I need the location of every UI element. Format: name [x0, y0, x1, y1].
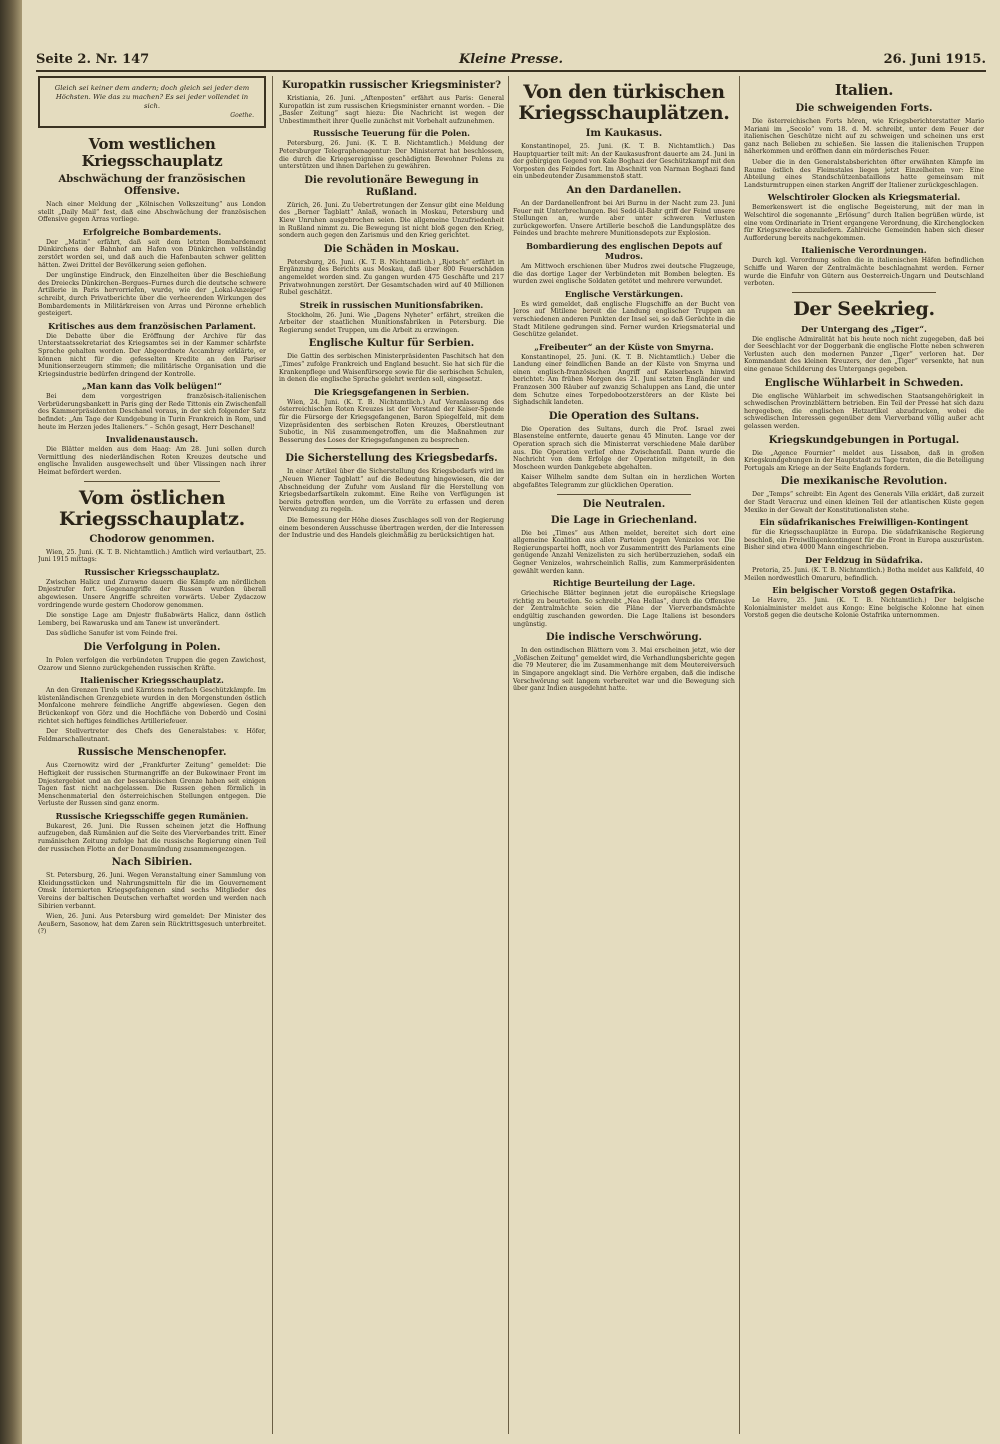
section-heading: „Freibeuter“ an der Küste von Smyrna.	[534, 341, 714, 352]
paragraph: Wien, 26. Juni. Aus Petersburg wird gemeldet: Der Minister des Aeußern, Sasonow, hat dem Zaren sein Rücktrittsgesuch unterbreitet. (?)	[38, 913, 266, 936]
divider	[324, 448, 459, 449]
section-heading: Russische Teuerung für die Polen.	[312, 128, 471, 139]
section-heading: Richtige Beurteilung der Lage.	[552, 578, 696, 589]
section-heading: Invalidenaustausch.	[105, 434, 199, 445]
divider	[557, 494, 690, 495]
paragraph: Der „Matin“ erfährt, daß seit dem letzten Bombardement Dünkirchens der Bahnhof am Hafen von Dünkirchen vollständig zerstört worden sei, und daß auch die Hafenbauten schwer gelitten hätten. Zwei Drittel der Bevölkerung seien geflohen.	[38, 238, 266, 269]
section-heading: Italienische Verordnungen.	[801, 245, 927, 256]
paragraph: Stockholm, 26. Juni. Wie „Dagens Nyheter“ erfährt, streiken die Arbeiter der staatlichen Munitionsfabriken in Petersburg. Die Regierung sendet Truppen, um die Arbeit zu erzwingen.	[279, 311, 504, 334]
column-rule	[739, 76, 740, 1434]
headline-seekrieg: Der Seekrieg.	[793, 297, 935, 320]
section-heading: Russische Kriegsschiffe gegen Rumänien.	[55, 810, 249, 821]
paragraph: Pretoria, 25. Juni. (K. T. B. Nichtamtlich.) Botha meldet aus Kalkfeld, 40 Meilen nordwestlich Omaruru, befindlich.	[744, 566, 984, 582]
paragraph: In den ostindischen Blättern vom 3. Mai erscheinen jetzt, wie der „Voßischen Zeitung“ gemeldet wird, die Verhandlungsberichte gegen die 79 Meuterer, die im Zusammenhange mit dem Meutereiversuch in Singapore angeklagt sind. Die Verhöre ergaben, daß die indische Verschwörung seit langem vorbereitet war und die Bewegung sich über ganz Indien ausgedehnt hatte.	[513, 647, 735, 693]
section-heading: Streik in russischen Munitionsfabriken.	[299, 299, 484, 310]
section-heading: Bombardierung des englischen Depots auf Mudros.	[526, 240, 722, 261]
paragraph: Petersburg, 26. Juni. (K. T. B. Nichtamtlich.) „Rjetsch“ erfährt in Ergänzung des Berichts aus Moskau, daß über 800 Feuerschäden angemeldet worden sind. Zu gangen wurden 475 Geschäfte und 217 Privatwohnungen zerstört. Der Gesamtschaden wird auf 40 Millionen Rubel geschätzt.	[279, 258, 504, 297]
section-heading: Kritisches aus dem französischen Parlament.	[48, 320, 256, 331]
paragraph: Die englische Admiralität hat bis heute noch nicht zugegeben, daß bei der Seeschlacht vor der Doggerbank die englische Flotte neben schweren Verlusten auch den modernen Panzer „Tiger“ verloren hat. Der Kommandant des kleinen Kreuzers, der den „Tiger“ versenkte, hat nun eine genaue Schilderung des Untergangs gegeben.	[744, 335, 984, 374]
paragraph: Die bei „Times“ aus Athen meldet, bereitet sich dort eine allgemeine Koalition aus allen Parteien gegen Venizelos vor. Die Regierungspartei hofft, noch vor Zusammentritt des Parlaments eine genügende Anzahl Venizelisten zu sich herüberzuziehen, sodaß ein Gegner Venizelos, wahrscheinlich Rallis, zum Kammerpräsidenten gewählt werden kann.	[513, 529, 735, 575]
paragraph: In einer Artikel über die Sicherstellung des Kriegsbedarfs wird im „Neuen Wiener Tagblatt“ auf die Bedeutung hingewiesen, die der Abschneidung der Zufuhr vom Ausland für die Herstellung von Kriegsbedarfsartikeln zukommt. Eine Reihe von Verfügungen ist bereits getroffen worden, um die Vorräte zu erfassen und deren Verwendung zu regeln.	[279, 468, 504, 514]
paragraph: Die sonstige Lage am Dnjestr flußabwärts Halicz, dann östlich Lemberg, bei Rawaruska und am Tanew ist unverändert.	[38, 612, 266, 627]
paragraph: Das südliche Sanufer ist vom Feinde frei.	[46, 630, 178, 638]
paragraph: Bukarest, 26. Juni. Die Russen scheinen jetzt die Hoffnung aufzugeben, daß Rumänien auf die Seite des Vierverbandes tritt. Einer rumänischen Zeitung zufolge hat die russische Regierung einen Teil der russischen Flotte an der Donaumündung zusammengezogen.	[38, 822, 266, 853]
paragraph: Griechische Blätter beginnen jetzt die europäische Kriegslage richtig zu beurteilen. So schreibt „Nea Hellas“, durch die Offensive der Zentralmächte seien die Pläne der Vierverbandsmächte endgültig zuschanden geworden. Die Lage Italiens ist besonders ungünstig.	[513, 590, 735, 628]
headline-east: Vom östlichen Kriegsschauplatz.	[59, 486, 245, 530]
section-heading: Russischer Kriegsschauplatz.	[84, 566, 220, 577]
section-heading: Ein südafrikanisches Freiwilligen-Kontingent	[759, 517, 969, 528]
paragraph: Am Mittwoch erschienen über Mudros zwei deutsche Flugzeuge, die das dortige Lager der Verbündeten mit Bomben belegten. Es wurden zwei englische Soldaten getötet und mehrere verwundet.	[513, 262, 735, 286]
paragraph: Durch kgl. Verordnung sollen die in italienischen Häfen befindlichen Schiffe und Waren der Zentralmächte beschlagnahmt werden. Ferner wurde die Einfuhr von Gütern aus Oesterreich-Ungarn und Deutschland verboten.	[744, 257, 984, 288]
column-2	[279, 76, 504, 1434]
divider	[84, 481, 221, 482]
paragraph: Kristiania, 26. Juni. „Aftenposten“ erfährt aus Paris: General Kuropatkin ist zum russischen Kriegsminister ernannt worden. – Die „Basler Zeitung“ sagt hiezu: Die Nachricht ist wegen der Unbestimmtheit ihrer Quelle zunächst mit Vorbehalt aufzunehmen.	[279, 95, 504, 125]
paragraph: Der ungünstige Eindruck, den Einzelheiten über die Beschießung des Dreiecks Dünkirchen–Bergues–Furnes durch die deutsche schwere Artillerie in Paris hervorriefen, wurde, wie der „Lokal-Anzeiger“ schreibt, durch Privatberichte über die verheerenden Wirkungen des Bombardements in Militärkreisen von Arras und Péronne erheblich gesteigert.	[38, 272, 266, 318]
page-number: Seite 2. Nr. 147	[36, 52, 150, 67]
section-heading: Die Neutralen.	[582, 498, 666, 510]
quote-box	[38, 76, 266, 128]
paragraph: Zwischen Halicz und Zurawno dauern die Kämpfe am nördlichen Dnjestrufer fort. Gegenangriffe der Russen wurden überall abgewiesen. Unsere Angriffe schreiten vorwärts. Ueber Zydaczow vordringende wurde gestern Chodorow genommen.	[38, 578, 266, 609]
headline-kuropatkin: Kuropatkin russischer Kriegsminister?	[282, 80, 501, 91]
section-heading: Die Schäden in Moskau.	[323, 243, 460, 255]
column-1	[38, 76, 266, 1434]
quote-text: Gleich sei keiner dem andern; doch gleich sei jeder dem Höchsten. Wie das zu machen? Es sei jeder vollendet in sich.	[54, 84, 250, 110]
section-heading: Die Kriegsgefangenen in Serbien.	[313, 386, 470, 397]
section-heading: Die schweigenden Forts.	[795, 103, 933, 114]
section-heading: Die revolutionäre Bewegung in Rußland.	[304, 174, 479, 198]
subhead-tiger: Der Untergang des „Tiger“.	[801, 323, 927, 334]
paragraph: Ueber die in den Generalstabsberichten öfter erwähnten Kämpfe im Raume östlich des Fleimstales liegen jetzt Einzelheiten vor: Eine Abteilung eines Standschützenbataillons hatte gemeinsam mit Landsturmtruppen einen starken Angriff der Italiener zurückgeschlagen.	[744, 158, 984, 189]
paragraph: Le Havre, 25. Juni. (K. T. B. Nichtamtlich.) Der belgische Kolonialminister meldet aus Kongo: Eine belgische Kolonne hat einen Vorstoß gegen die deutsche Kolonie Ostafrika unternommen.	[744, 597, 984, 620]
section-heading: Die Verfolgung in Polen.	[83, 641, 221, 653]
paragraph: Bei dem vorgestrigen französisch-italienischen Verbrüderungsbankett in Paris ging der Rede Tittonis ein Zwischenfall des Kammerpräsidenten Deschanel voraus, in der sich folgender Satz befindet: „Am Tage der Kundgebung in Turin Frankreich in Rom, und heute im Herzen jedes Italieners.“ – Schön gesagt, Herr Deschanel!	[38, 393, 266, 431]
paragraph: An der Dardanellenfront bei Ari Burnu in der Nacht zum 23. Juni Feuer mit Unterbrechungen. Bei Sedd-ül-Bahr griff der Feind unsere Stellungen an, wurde aber unter schweren Verlusten zurückgeworfen. Unsere Artillerie beschoß die Landungsplätze des Feindes und brachte mehrere Munitionsdepots zur Explosion.	[513, 199, 735, 238]
paragraph: Der „Temps“ schreibt: Ein Agent des Generals Villa erklärt, daß zurzeit der Stadt Veracruz und einen kleinen Teil der atlantischen Küste gegen Mexiko in der Gewalt der Konstitutionalisten stehe.	[744, 491, 984, 514]
paragraph: Aus Czernowitz wird der „Frankfurter Zeitung“ gemeldet: Die Heftigkeit der russischen Sturmangriffe an der Bukowinaer Front im Dnjestergebiet und an der bessarabischen Grenze haben seit einigen Tagen fast nicht nachgelassen. Die Russen gehen förmlich in Menschenmaterial den österreichischen Stellungen entgegen. Die Verluste der Russen sind ganz enorm.	[38, 762, 266, 808]
paragraph: Konstantinopel, 25. Juni. (K. T. B. Nichtamtlich.) Das Hauptquartier teilt mit: An der Kaukasusfront dauerte am 24. Juni in der gebirgigen Gegend von Kale Boghazi der Geschützkampf mit den Vorposten des Feindes fort. Im Abschnitt von Narman Boghazi fand ein unbedeutender Zusammenstoß statt.	[513, 143, 735, 181]
issue-date: 26. Juni 1915.	[883, 52, 986, 67]
headline-west: Vom westlichen Kriegsschauplatz	[81, 135, 223, 170]
paragraph: Petersburg, 26. Juni. (K. T. B. Nichtamtlich.) Meldung der Petersburger Telegraphenagentur: Der Ministerrat hat beschlossen, die durch die Kriegsereignisse geschädigten Bewohner Polens zu unterstützen und ihnen Darlehen zu gewähren.	[279, 140, 504, 171]
newspaper-title: Kleine Presse.	[458, 52, 564, 67]
quote-author: Goethe.	[230, 112, 254, 119]
section-heading: Russische Menschenopfer.	[77, 747, 227, 759]
paragraph: Der Stellvertreter des Chefs des Generalstabes: v. Höfer, Feldmarschalleutnant.	[38, 728, 266, 743]
paragraph: Kaiser Wilhelm sandte dem Sultan ein in herzlichen Worten abgefaßtes Telegramm zur glücklichen Operation.	[513, 474, 735, 489]
section-heading: Englische Verstärkungen.	[564, 288, 684, 299]
paragraph: An den Grenzen Tirols und Kärntens mehrfach Geschützkämpfe. Im küstenländischen Grenzgebiete wurden in den Morgenstunden östlich Monfalcone mehrere feindliche Angriffe abgewiesen. Gegen den Brückenkopf von Görz und die Hochfläche von Doberdò und Cosini richtet sich heftiges feindliches Artilleriefeuer.	[38, 687, 266, 725]
paragraph: Bemerkenswert ist die englische Begeisterung, mit der man in Welschtirol die sogenannte „Erlösung“ durch Italien begrüßen würde, ist eine vom Ordinariate in Trient ergangene Verordnung, die Kirchenglocken für Kriegszwecke abzuliefern. Zahlreiche Gemeinden haben sich dieser Aufforderung bereits nachgekommen.	[744, 204, 984, 242]
section-heading: Nach Sibirien.	[111, 857, 193, 869]
section-heading: Kriegskundgebungen in Portugal.	[768, 434, 960, 446]
section-heading: Die Operation des Sultans.	[548, 410, 700, 422]
paragraph: Die „Agence Fournier“ meldet aus Lissabon, daß in großen Kriegskundgebungen in der Hauptstadt zu Tage traten, die die Beteiligung Portugals am Kriege an der Seite Englands fordern.	[744, 449, 984, 472]
divider	[792, 292, 936, 293]
paragraph: Es wird gemeldet, daß englische Flugschiffe an der Bucht von Jeros auf Mitilene bereit die Landung englischer Truppen an verschiedenen anderen Punkten der Insel sei, so daß Gerüchte in die Stadt Mitilene gedrungen sind. Ferner wurden Kriegsmaterial und Geschütze gelandet.	[513, 300, 735, 339]
section-heading: Im Kaukasus.	[585, 128, 663, 139]
section-heading: Italienischer Kriegsschauplatz.	[80, 675, 224, 686]
section-heading: „Man kann das Volk belügen!“	[82, 381, 222, 392]
section-heading: Erfolgreiche Bombardements.	[82, 226, 222, 237]
paragraph: Die englische Wühlarbeit im schwedischen Staatsangehörigkeit in schwedischen Provinzblättern betrieben. Ein Teil der Presse hat sich dazu hergegeben, die englischen Hetzartikel abzudrucken, wobei die schwedischen Interessen gegenüber dem Vierverband völlig außer acht gelassen werden.	[744, 392, 984, 431]
section-heading: Englische Wühlarbeit in Schweden.	[764, 377, 964, 389]
masthead	[36, 48, 986, 72]
paragraph: Wien, 25. Juni. (K. T. B. Nichtamtlich.) Amtlich wird verlautbart, 25. Juni 1915 mittags:	[38, 548, 266, 564]
section-heading: Die Sicherstellung des Kriegsbedarfs.	[285, 453, 498, 465]
section-heading: Der Feldzug in Südafrika.	[805, 554, 923, 565]
column-4	[744, 76, 984, 1434]
paragraph: Zürich, 26. Juni. Zu Uebertretungen der Zensur gibt eine Meldung des „Berner Tagblatt“ Anlaß, wonach in Moskau, Petersburg und Kiew Unruhen ausgebrochen seien. Die allgemeine Unzufriedenheit in Rußland nimmt zu. Die Bewegung ist nicht bloß gegen den Krieg, sondern auch gegen den Zarismus und den Krieg gerichtet.	[279, 201, 504, 240]
section-heading: Die mexikanische Revolution.	[780, 476, 948, 488]
section-heading: Ein belgischer Vorstoß gegen Ostafrika.	[772, 585, 956, 596]
book-binding	[0, 0, 22, 1444]
headline-turkey: Von den türkischen Kriegsschauplätzen.	[518, 81, 730, 124]
section-heading: Die Lage in Griechenland.	[550, 514, 698, 526]
headline-italy: Italien.	[834, 81, 894, 99]
paragraph: Die Debatte über die Eröffnung der Archive für das Unterstaatssekretariat des Kriegsamtes sei in der Kammer schärfste Sprache gehalten worden. Der Abgeordnete Accambray erklärte, er können nicht für die gefesselten Kredite an den Pariser Munitionserzeugern stimmen; die militärische Organisation und die Kriegsindustrie bedürfen dringend der Kontrolle.	[38, 332, 266, 378]
paragraph: Die Operation des Sultans, durch die Prof. Israel zwei Blasensteine entfernte, dauerte genau 45 Minuten. Lange vor der Operation sprach sich die Ministerrat verschiedene Male darüber aus. Die Operation verlief ohne Zwischenfall. Dann wurde die Nachricht von dem Erfolge der Operation mitgeteilt, in den Moscheen wurden Dankgebete abgehalten.	[513, 425, 735, 471]
section-heading: Welschtiroler Glocken als Kriegsmaterial.	[767, 192, 961, 203]
column-3	[513, 76, 735, 1434]
paragraph: Nach einer Meldung der „Kölnischen Volkszeitung“ aus London stellt „Daily Mail“ fest, daß eine Abschwächung der französischen Offensive gegen Arras vorliege.	[38, 201, 266, 224]
paragraph: Die Bemessung der Höhe dieses Zuschlages soll von der Regierung einem besonderen Ausschusse übertragen werden, der die Interessen der Industrie und des Handels gleichmäßig zu berücksichtigen hat.	[279, 516, 504, 540]
paragraph: Die Blätter melden aus dem Haag: Am 28. Juni sollen durch Vermittlung des niederländischen Roten Kreuzes deutsche und englische Invaliden ausgewechselt und über Vlissingen nach ihrer Heimat befördert werden.	[38, 446, 266, 477]
section-heading: Englische Kultur für Serbien.	[308, 338, 475, 350]
section-heading: An den Dardanellen.	[566, 184, 682, 196]
paragraph: In Polen verfolgen die verbündeten Truppen die gegen Zawichost, Ozarow und Sienno zurückgehenden russischen Kräfte.	[38, 656, 266, 672]
paragraph: Konstantinopel, 25. Juni. (K. T. B. Nichtamtlich.) Ueber die Landung einer feindlichen Bande an der Küste von Smyrna und einen englisch-französischen Angriff auf Kaiserbasch hinwird berichtet: Am frühen Morgen des 21. Juni setzten Engländer und Franzosen 300 Räuber auf zwanzig Schaluppen ans Land, die unter dem Schutze eines Torpedobootzerstörers an der Küste bei Sighadschik landeten.	[513, 353, 735, 407]
paragraph: Die österreichischen Forts hören, wie Kriegsberichterstatter Mario Mariani im „Secolo“ vom 18. d. M. schreibt, unter dem Feuer der italienischen Geschütze nicht auf zu schweigen und scheinen uns erst ganz nach Belieben zu schießen. Sie lassen die italienischen Truppen näherkommen und eröffnen dann ein mörderisches Feuer.	[744, 118, 984, 156]
subhead-west: Abschwächung der französischen Offensive.	[58, 174, 246, 197]
paragraph: Wien, 24. Juni. (K. T. B. Nichtamtlich.) Auf Veranlassung des österreichischen Roten Kreuzes ist der Vorstand der Kaiser-Spende für die Fürsorge der Kriegsgefangenen, Baron Spiegelfeld, mit dem Vizepräsidenten des serbischen Roten Kreuzes, Oberstleutnant Subotic, in Niš zusammengetroffen, um die Maßnahmen zur Besserung des Loses der Kriegsgefangenen zu besprechen.	[279, 398, 504, 444]
column-rule	[508, 76, 509, 1434]
paragraph: Die Gattin des serbischen Ministerpräsidenten Paschitsch hat den „Times“ zufolge Frankreich und England besucht. Sie hat sich für die Krankenpflege und Waisenfürsorge sowie für die serbischen Schulen, in denen die englische Sprache gelehrt werden soll, eingesetzt.	[279, 353, 504, 384]
paragraph: für die Kriegsschauplätze in Europa. Die südafrikanische Regierung beschloß, ein Freiwilligenkontingent für die Front in Europa auszurüsten. Bisher sind etwa 4000 Mann eingeschrieben.	[744, 529, 984, 552]
section-heading: Die indische Verschwörung.	[545, 632, 703, 644]
subhead-chodorow: Chodorow genommen.	[89, 533, 215, 545]
paragraph: St. Petersburg, 26. Juni. Wegen Veranstaltung einer Sammlung von Kleidungsstücken und Nahrungsmitteln für die im Gouvernement Omsk internierten Kriegsgefangenen sind sechs Mitglieder des Vereins der baltischen Deutschen verhaftet worden und werden nach Sibirien verbannt.	[38, 872, 266, 910]
column-rule	[272, 76, 273, 1434]
